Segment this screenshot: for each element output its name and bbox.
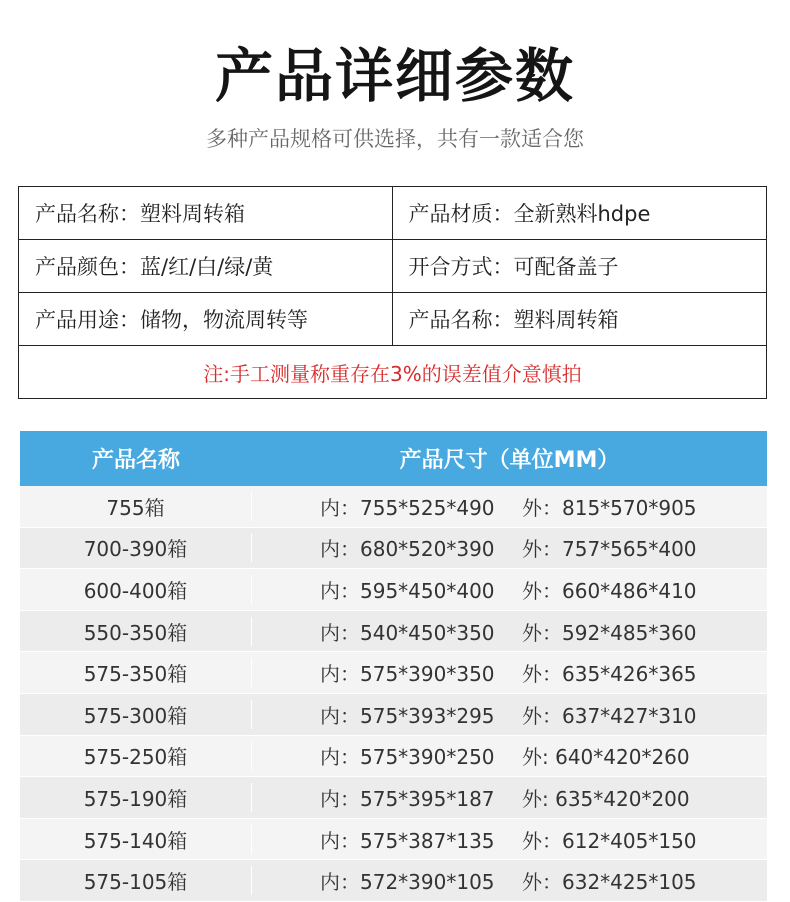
table-row: [20, 694, 767, 736]
page-subtitle: 多种产品规格可供选择，共有一款适合您: [206, 127, 584, 151]
product-info-table: [18, 186, 767, 399]
table-row: [20, 736, 767, 778]
row-product-name: 700-390箱: [20, 533, 252, 562]
info-row: [19, 240, 766, 293]
row-product-name: 575-190箱: [20, 783, 252, 812]
page-title: 产品详细参数: [214, 42, 575, 110]
row-inner-size: 内：575*387*135: [320, 828, 495, 853]
info-cell-product-name: 产品名称：塑料周转箱: [19, 187, 393, 239]
row-outer-size: 外：815*570*905: [522, 495, 697, 520]
info-cell-usage: 产品用途：储物，物流周转等: [19, 293, 393, 345]
row-product-name: 755箱: [20, 492, 252, 521]
row-product-name: 575-140箱: [20, 825, 252, 854]
size-spec-table: [20, 431, 767, 902]
spec-table-header: [20, 431, 767, 486]
row-inner-size: 内：575*395*187: [320, 786, 495, 811]
table-row: [20, 819, 767, 861]
row-outer-size: 外：632*425*105: [522, 870, 697, 895]
info-row: [19, 187, 766, 240]
row-outer-size: 外: 635*420*200: [522, 786, 690, 811]
row-inner-size: 内：575*390*250: [320, 745, 495, 770]
info-cell-color: 产品颜色：蓝/红/白/绿/黄: [19, 240, 393, 292]
row-outer-size: 外：660*486*410: [522, 578, 697, 603]
info-cell-material: 产品材质：全新熟料hdpe: [408, 202, 651, 226]
row-inner-size: 内：755*525*490: [320, 495, 495, 520]
header-product-size: 产品尺寸（单位MM）: [399, 448, 620, 473]
header-product-name: 产品名称: [91, 448, 180, 473]
row-inner-size: 内：680*520*390: [320, 537, 495, 562]
row-product-name: 575-250箱: [20, 741, 252, 770]
table-row: [20, 486, 767, 528]
table-row: [20, 860, 767, 902]
table-row: [20, 777, 767, 819]
table-row: [20, 652, 767, 694]
row-product-name: 575-300箱: [20, 700, 252, 729]
info-row: [19, 293, 766, 346]
row-inner-size: 内：595*450*400: [320, 578, 495, 603]
row-outer-size: 外：592*485*360: [522, 620, 697, 645]
info-cell-opening: 开合方式：可配备盖子: [408, 255, 619, 279]
spec-table-body: [20, 486, 767, 902]
info-cell-product-name-2: 产品名称：塑料周转箱: [408, 308, 619, 332]
row-outer-size: 外：612*405*150: [522, 828, 697, 853]
row-product-name: 600-400箱: [20, 575, 252, 604]
measurement-note: 注:手工测量称重存在3%的误差值介意慎拍: [203, 361, 582, 386]
table-row: [20, 611, 767, 653]
row-inner-size: 内：540*450*350: [320, 620, 495, 645]
row-outer-size: 外：637*427*310: [522, 703, 697, 728]
row-product-name: 550-350箱: [20, 617, 252, 646]
row-inner-size: 内：575*390*350: [320, 662, 495, 687]
table-row: [20, 569, 767, 611]
row-outer-size: 外: 640*420*260: [522, 745, 690, 770]
row-inner-size: 内：575*393*295: [320, 703, 495, 728]
row-product-name: 575-105箱: [20, 866, 252, 895]
row-outer-size: 外：757*565*400: [522, 537, 697, 562]
table-row: [20, 528, 767, 570]
row-inner-size: 内：572*390*105: [320, 870, 495, 895]
row-product-name: 575-350箱: [20, 658, 252, 687]
row-outer-size: 外：635*426*365: [522, 662, 697, 687]
